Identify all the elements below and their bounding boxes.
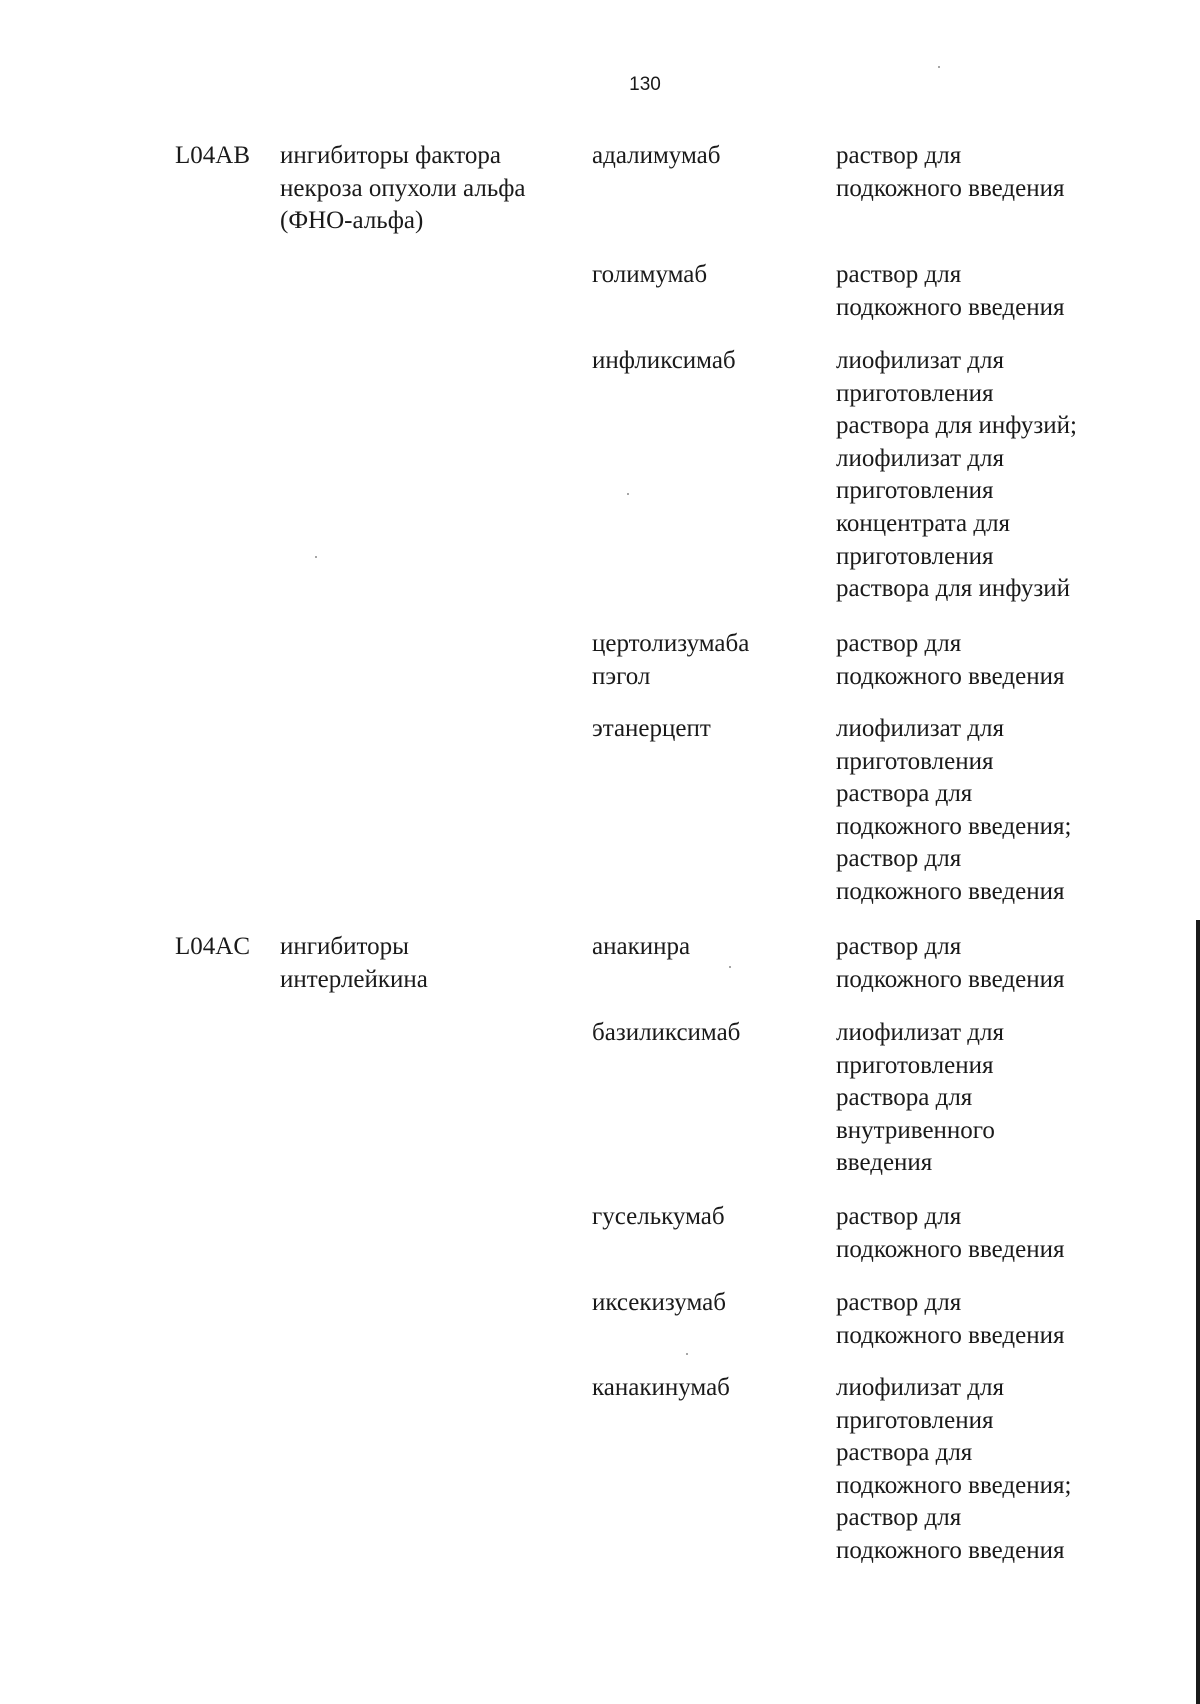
dosage-form-line: концентрата для [836, 509, 1011, 537]
dosage-form-line: подкожного введения; [836, 812, 1072, 840]
dosage-form-line: внутривенного [836, 1116, 995, 1144]
dosage-form-line: лиофилизат для [836, 1374, 1004, 1401]
dosage-form-line: раствор для [836, 1203, 962, 1230]
drug-name [592, 259, 707, 292]
dosage-form-line: раствора для инфузий; [836, 412, 1077, 440]
scan-speck [627, 493, 629, 495]
group-name-line: интерлейкина [280, 965, 428, 993]
dosage-form-line: раствора для [836, 1439, 973, 1467]
dosage-form [836, 259, 1064, 324]
dosage-form-line: раствор для [836, 933, 962, 960]
dosage-form-line: раствора для [836, 780, 973, 808]
dosage-form-line: подкожного введения [836, 1536, 1065, 1564]
group-name [280, 140, 526, 238]
dosage-form-line: приготовления [836, 379, 994, 407]
dosage-form [836, 140, 1064, 205]
dosage-form [836, 345, 1077, 606]
dosage-form [836, 1372, 1071, 1568]
drug-name [592, 1372, 730, 1405]
dosage-form-line: раствор для [836, 1504, 962, 1532]
drug-name [592, 345, 736, 378]
dosage-form [836, 1201, 1064, 1266]
drug-name [592, 713, 711, 746]
dosage-form-line: раствор для [836, 142, 962, 169]
dosage-form-line: подкожного введения [836, 877, 1065, 905]
drug-name [592, 140, 720, 173]
dosage-form [836, 931, 1064, 996]
dosage-form-line: приготовления [836, 1051, 994, 1079]
drug-name-line: пэгол [592, 662, 651, 690]
dosage-form-line: раствор для [836, 630, 962, 657]
group-name-line: (ФНО-альфа) [280, 207, 424, 235]
drug-name-line: адалимумаб [592, 142, 721, 169]
drug-name-line: канакинумаб [592, 1374, 730, 1401]
atc-code: L04AC [175, 933, 250, 960]
drug-name [592, 628, 749, 693]
drug-name-line: иксекизумаб [592, 1289, 726, 1316]
group-name-line: некроза опухоли альфа [280, 174, 526, 202]
scan-speck [686, 1353, 688, 1355]
scan-speck [729, 966, 731, 968]
dosage-form-line: приготовления [836, 747, 994, 775]
dosage-form [836, 628, 1064, 693]
group-name [280, 931, 428, 996]
dosage-form [836, 1287, 1064, 1352]
drug-name [592, 1017, 740, 1050]
dosage-form-line: подкожного введения [836, 1235, 1065, 1263]
drug-name-line: инфликсимаб [592, 347, 736, 374]
dosage-form-line: лиофилизат для [836, 347, 1004, 374]
drug-name-line: голимумаб [592, 261, 708, 288]
dosage-form [836, 1017, 1004, 1180]
dosage-form-line: лиофилизат для [836, 715, 1004, 742]
drug-name-line: базиликсимаб [592, 1019, 741, 1046]
group-name-line: ингибиторы фактора [280, 142, 501, 169]
dosage-form-line: приготовления [836, 1406, 994, 1434]
drug-name-line: гуселькумаб [592, 1203, 725, 1230]
drug-name [592, 1201, 725, 1234]
dosage-form-line: раствора для [836, 1084, 973, 1112]
group-name-line: ингибиторы [280, 933, 409, 960]
dosage-form-line: подкожного введения; [836, 1471, 1072, 1499]
dosage-form-line: подкожного введения [836, 662, 1065, 690]
page-number: 130 [629, 74, 661, 95]
scan-speck [938, 66, 940, 68]
dosage-form [836, 713, 1071, 909]
scan-speck [315, 556, 317, 558]
dosage-form-line: подкожного введения [836, 965, 1065, 993]
drug-name [592, 1287, 726, 1320]
atc-code: L04AB [175, 142, 250, 169]
dosage-form-line: раствор для [836, 261, 962, 288]
dosage-form-line: лиофилизат для [836, 444, 1004, 472]
scan-edge [1196, 920, 1200, 1704]
dosage-form-line: лиофилизат для [836, 1019, 1004, 1046]
drug-name-line: цертолизумаба [592, 630, 750, 657]
dosage-form-line: подкожного введения [836, 293, 1065, 321]
drug-name [592, 931, 690, 964]
dosage-form-line: подкожного введения [836, 174, 1065, 202]
dosage-form-line: введения [836, 1149, 933, 1177]
drug-name-line: анакинра [592, 933, 691, 960]
dosage-form-line: раствор для [836, 1289, 962, 1316]
dosage-form-line: подкожного введения [836, 1321, 1065, 1349]
dosage-form-line: раствора для инфузий [836, 575, 1071, 603]
dosage-form-line: приготовления [836, 542, 994, 570]
dosage-form-line: приготовления [836, 477, 994, 505]
drug-name-line: этанерцепт [592, 715, 711, 742]
dosage-form-line: раствор для [836, 845, 962, 873]
